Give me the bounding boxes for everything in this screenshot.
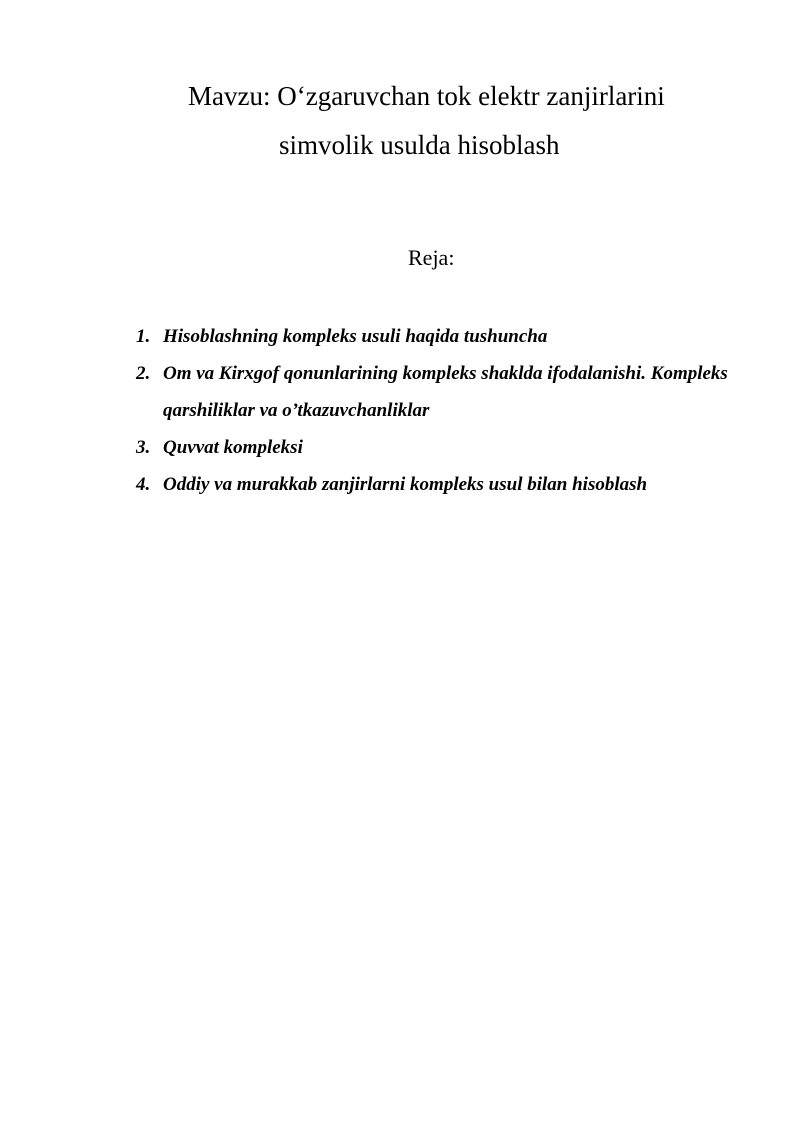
plan-item-number: 1. (136, 326, 151, 347)
document-title-line-2: simvolik usulda hisoblash (279, 130, 560, 160)
plan-item-3 (136, 429, 746, 466)
plan-item-2 (136, 355, 746, 429)
plan-item-text: Oddiy va murakkab zanjirlarni kompleks usul bilan hisoblash (163, 474, 648, 495)
plan-item-text: Hisoblashning kompleks usuli haqida tushuncha (163, 326, 548, 347)
plan-item-number: 4. (136, 474, 151, 495)
plan-item-4 (136, 466, 746, 503)
plan-item-text: Om va Kirxgof qonunlarining kompleks shaklda ifodalanishi. Kompleks qarshiliklar va o’tkazuvchanliklar (163, 363, 728, 421)
plan-list (136, 318, 746, 503)
document-title-line-1: Mavzu: O‘zgaruvchan tok elektr zanjirlarini (188, 81, 665, 111)
plan-item-number: 3. (136, 437, 151, 458)
plan-item-number: 2. (136, 363, 151, 384)
plan-item-1 (136, 318, 746, 355)
plan-heading: Reja: (408, 245, 455, 270)
plan-item-text: Quvvat kompleksi (163, 437, 303, 458)
